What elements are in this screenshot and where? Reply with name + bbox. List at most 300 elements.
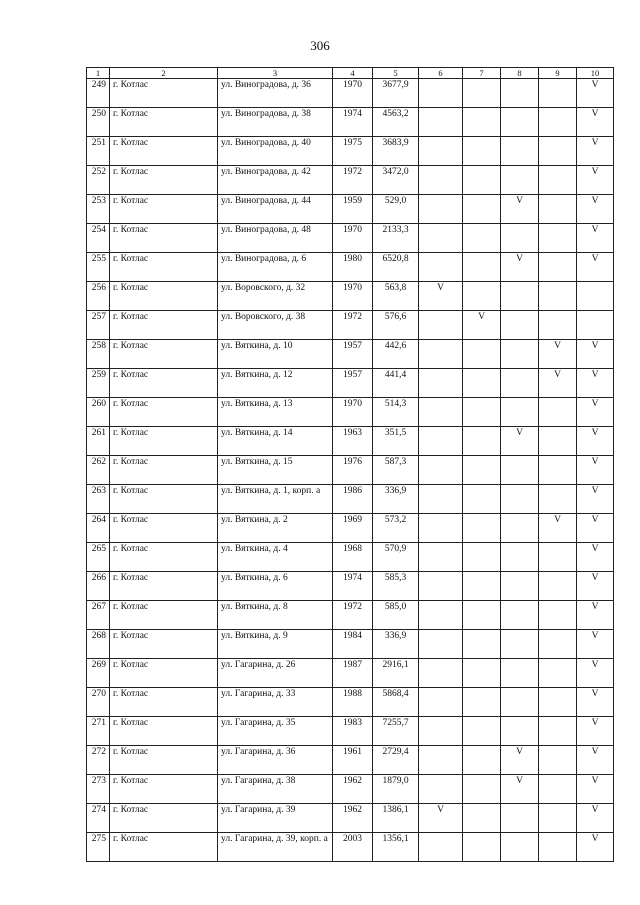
col6-mark xyxy=(419,369,463,398)
col6-mark xyxy=(419,833,463,862)
table-row xyxy=(87,340,614,369)
col7-mark xyxy=(463,195,501,224)
city-cell: г. Котлас xyxy=(110,311,218,340)
col8-mark xyxy=(501,340,539,369)
col7-mark xyxy=(463,543,501,572)
row-number: 274 xyxy=(87,804,110,833)
table-row xyxy=(87,166,614,195)
table-row xyxy=(87,398,614,427)
col8-mark xyxy=(501,137,539,166)
col6-mark xyxy=(419,340,463,369)
col6-mark xyxy=(419,514,463,543)
col10-mark: V xyxy=(577,224,614,253)
row-number: 268 xyxy=(87,630,110,659)
year-cell: 1980 xyxy=(333,253,373,282)
address-cell: ул. Вяткина, д. 4 xyxy=(218,543,333,572)
area-cell: 7255,7 xyxy=(373,717,419,746)
city-cell: г. Котлас xyxy=(110,543,218,572)
year-cell: 1984 xyxy=(333,630,373,659)
col10-mark: V xyxy=(577,108,614,137)
table-row xyxy=(87,79,614,108)
table-row xyxy=(87,804,614,833)
year-cell: 1974 xyxy=(333,108,373,137)
col7-mark xyxy=(463,166,501,195)
address-cell: ул. Виноградова, д. 6 xyxy=(218,253,333,282)
year-cell: 1974 xyxy=(333,572,373,601)
column-header: 3 xyxy=(218,68,333,79)
col6-mark xyxy=(419,398,463,427)
address-cell: ул. Гагарина, д. 33 xyxy=(218,688,333,717)
area-cell: 336,9 xyxy=(373,485,419,514)
table-row xyxy=(87,282,614,311)
col9-mark xyxy=(539,601,577,630)
row-number: 270 xyxy=(87,688,110,717)
address-cell: ул. Гагарина, д. 39, корп. а xyxy=(218,833,333,862)
city-cell: г. Котлас xyxy=(110,514,218,543)
col10-mark xyxy=(577,311,614,340)
col6-mark xyxy=(419,456,463,485)
row-number: 249 xyxy=(87,79,110,108)
row-number: 261 xyxy=(87,427,110,456)
area-cell: 570,9 xyxy=(373,543,419,572)
col8-mark: V xyxy=(501,775,539,804)
col10-mark: V xyxy=(577,572,614,601)
col9-mark xyxy=(539,108,577,137)
address-cell: ул. Гагарина, д. 26 xyxy=(218,659,333,688)
col10-mark: V xyxy=(577,166,614,195)
col9-mark xyxy=(539,282,577,311)
city-cell: г. Котлас xyxy=(110,630,218,659)
city-cell: г. Котлас xyxy=(110,601,218,630)
col7-mark xyxy=(463,659,501,688)
col8-mark xyxy=(501,833,539,862)
col10-mark: V xyxy=(577,514,614,543)
row-number: 256 xyxy=(87,282,110,311)
col8-mark xyxy=(501,717,539,746)
city-cell: г. Котлас xyxy=(110,833,218,862)
column-header: 2 xyxy=(110,68,218,79)
table-row xyxy=(87,688,614,717)
row-number: 275 xyxy=(87,833,110,862)
col6-mark xyxy=(419,543,463,572)
col10-mark xyxy=(577,282,614,311)
col9-mark xyxy=(539,79,577,108)
area-cell: 3472,0 xyxy=(373,166,419,195)
col6-mark xyxy=(419,659,463,688)
address-cell: ул. Виноградова, д. 36 xyxy=(218,79,333,108)
row-number: 250 xyxy=(87,108,110,137)
area-cell: 514,3 xyxy=(373,398,419,427)
row-number: 271 xyxy=(87,717,110,746)
col7-mark xyxy=(463,833,501,862)
row-number: 272 xyxy=(87,746,110,775)
col8-mark xyxy=(501,79,539,108)
address-cell: ул. Воровского, д. 38 xyxy=(218,311,333,340)
row-number: 251 xyxy=(87,137,110,166)
city-cell: г. Котлас xyxy=(110,485,218,514)
year-cell: 2003 xyxy=(333,833,373,862)
city-cell: г. Котлас xyxy=(110,108,218,137)
col7-mark xyxy=(463,340,501,369)
area-cell: 442,6 xyxy=(373,340,419,369)
year-cell: 1972 xyxy=(333,166,373,195)
col9-mark xyxy=(539,224,577,253)
col10-mark: V xyxy=(577,253,614,282)
col9-mark xyxy=(539,137,577,166)
col8-mark xyxy=(501,166,539,195)
col7-mark xyxy=(463,775,501,804)
col9-mark xyxy=(539,630,577,659)
col7-mark xyxy=(463,137,501,166)
col8-mark xyxy=(501,601,539,630)
address-cell: ул. Вяткина, д. 13 xyxy=(218,398,333,427)
city-cell: г. Котлас xyxy=(110,746,218,775)
col6-mark: V xyxy=(419,804,463,833)
col9-mark xyxy=(539,804,577,833)
col6-mark xyxy=(419,311,463,340)
col8-mark xyxy=(501,514,539,543)
table-row xyxy=(87,514,614,543)
col7-mark xyxy=(463,485,501,514)
address-cell: ул. Вяткина, д. 10 xyxy=(218,340,333,369)
col8-mark xyxy=(501,456,539,485)
col8-mark xyxy=(501,630,539,659)
city-cell: г. Котлас xyxy=(110,79,218,108)
column-header: 10 xyxy=(577,68,614,79)
col6-mark xyxy=(419,166,463,195)
year-cell: 1988 xyxy=(333,688,373,717)
address-cell: ул. Вяткина, д. 6 xyxy=(218,572,333,601)
year-cell: 1975 xyxy=(333,137,373,166)
col10-mark: V xyxy=(577,137,614,166)
table-row xyxy=(87,456,614,485)
col8-mark xyxy=(501,108,539,137)
city-cell: г. Котлас xyxy=(110,427,218,456)
col10-mark: V xyxy=(577,659,614,688)
col6-mark xyxy=(419,137,463,166)
col9-mark xyxy=(539,833,577,862)
row-number: 254 xyxy=(87,224,110,253)
table-row xyxy=(87,224,614,253)
table-row xyxy=(87,630,614,659)
row-number: 266 xyxy=(87,572,110,601)
area-cell: 6520,8 xyxy=(373,253,419,282)
year-cell: 1961 xyxy=(333,746,373,775)
area-cell: 351,5 xyxy=(373,427,419,456)
area-cell: 2729,4 xyxy=(373,746,419,775)
col7-mark xyxy=(463,398,501,427)
area-cell: 336,9 xyxy=(373,630,419,659)
year-cell: 1970 xyxy=(333,224,373,253)
col9-mark: V xyxy=(539,514,577,543)
area-cell: 587,3 xyxy=(373,456,419,485)
area-cell: 1356,1 xyxy=(373,833,419,862)
col10-mark: V xyxy=(577,543,614,572)
row-number: 260 xyxy=(87,398,110,427)
year-cell: 1986 xyxy=(333,485,373,514)
year-cell: 1968 xyxy=(333,543,373,572)
col8-mark: V xyxy=(501,195,539,224)
col8-mark: V xyxy=(501,253,539,282)
col9-mark xyxy=(539,543,577,572)
address-cell: ул. Виноградова, д. 48 xyxy=(218,224,333,253)
row-number: 269 xyxy=(87,659,110,688)
col9-mark xyxy=(539,398,577,427)
col10-mark: V xyxy=(577,485,614,514)
column-header: 9 xyxy=(539,68,577,79)
address-cell: ул. Гагарина, д. 39 xyxy=(218,804,333,833)
address-cell: ул. Гагарина, д. 36 xyxy=(218,746,333,775)
city-cell: г. Котлас xyxy=(110,282,218,311)
col6-mark: V xyxy=(419,282,463,311)
year-cell: 1970 xyxy=(333,398,373,427)
col10-mark: V xyxy=(577,456,614,485)
row-number: 263 xyxy=(87,485,110,514)
row-number: 255 xyxy=(87,253,110,282)
year-cell: 1957 xyxy=(333,369,373,398)
city-cell: г. Котлас xyxy=(110,775,218,804)
col9-mark xyxy=(539,688,577,717)
column-header: 6 xyxy=(419,68,463,79)
area-cell: 1386,1 xyxy=(373,804,419,833)
col9-mark xyxy=(539,166,577,195)
col7-mark xyxy=(463,79,501,108)
column-header: 7 xyxy=(463,68,501,79)
col10-mark: V xyxy=(577,427,614,456)
row-number: 273 xyxy=(87,775,110,804)
year-cell: 1983 xyxy=(333,717,373,746)
year-cell: 1962 xyxy=(333,804,373,833)
col7-mark xyxy=(463,224,501,253)
table-row xyxy=(87,311,614,340)
col9-mark xyxy=(539,659,577,688)
col8-mark xyxy=(501,224,539,253)
year-cell: 1970 xyxy=(333,282,373,311)
year-cell: 1959 xyxy=(333,195,373,224)
area-cell: 5868,4 xyxy=(373,688,419,717)
table-row xyxy=(87,543,614,572)
address-cell: ул. Вяткина, д. 14 xyxy=(218,427,333,456)
area-cell: 3683,9 xyxy=(373,137,419,166)
col9-mark xyxy=(539,311,577,340)
column-header: 1 xyxy=(87,68,110,79)
area-cell: 441,4 xyxy=(373,369,419,398)
col7-mark xyxy=(463,427,501,456)
col9-mark xyxy=(539,485,577,514)
table-row xyxy=(87,572,614,601)
col6-mark xyxy=(419,601,463,630)
table-row xyxy=(87,369,614,398)
col6-mark xyxy=(419,688,463,717)
col6-mark xyxy=(419,108,463,137)
address-cell: ул. Вяткина, д. 8 xyxy=(218,601,333,630)
col7-mark xyxy=(463,282,501,311)
year-cell: 1963 xyxy=(333,427,373,456)
col8-mark xyxy=(501,369,539,398)
col8-mark xyxy=(501,398,539,427)
col8-mark xyxy=(501,659,539,688)
col7-mark xyxy=(463,804,501,833)
address-cell: ул. Воровского, д. 32 xyxy=(218,282,333,311)
col6-mark xyxy=(419,224,463,253)
row-number: 262 xyxy=(87,456,110,485)
col6-mark xyxy=(419,717,463,746)
col6-mark xyxy=(419,253,463,282)
year-cell: 1970 xyxy=(333,79,373,108)
row-number: 258 xyxy=(87,340,110,369)
col7-mark xyxy=(463,572,501,601)
col8-mark: V xyxy=(501,746,539,775)
col10-mark: V xyxy=(577,340,614,369)
address-cell: ул. Гагарина, д. 35 xyxy=(218,717,333,746)
col8-mark xyxy=(501,282,539,311)
city-cell: г. Котлас xyxy=(110,804,218,833)
table-row xyxy=(87,195,614,224)
col6-mark xyxy=(419,630,463,659)
area-cell: 529,0 xyxy=(373,195,419,224)
city-cell: г. Котлас xyxy=(110,195,218,224)
col8-mark xyxy=(501,485,539,514)
col6-mark xyxy=(419,79,463,108)
city-cell: г. Котлас xyxy=(110,717,218,746)
row-number: 257 xyxy=(87,311,110,340)
address-cell: ул. Виноградова, д. 44 xyxy=(218,195,333,224)
city-cell: г. Котлас xyxy=(110,456,218,485)
col7-mark xyxy=(463,688,501,717)
address-cell: ул. Вяткина, д. 12 xyxy=(218,369,333,398)
row-number: 259 xyxy=(87,369,110,398)
table-row xyxy=(87,601,614,630)
year-cell: 1987 xyxy=(333,659,373,688)
city-cell: г. Котлас xyxy=(110,224,218,253)
col10-mark: V xyxy=(577,195,614,224)
col9-mark: V xyxy=(539,369,577,398)
col6-mark xyxy=(419,746,463,775)
year-cell: 1972 xyxy=(333,311,373,340)
col9-mark xyxy=(539,746,577,775)
area-cell: 3677,9 xyxy=(373,79,419,108)
address-cell: ул. Вяткина, д. 1, корп. а xyxy=(218,485,333,514)
address-cell: ул. Гагарина, д. 38 xyxy=(218,775,333,804)
table-row xyxy=(87,253,614,282)
year-cell: 1962 xyxy=(333,775,373,804)
city-cell: г. Котлас xyxy=(110,688,218,717)
address-cell: ул. Вяткина, д. 9 xyxy=(218,630,333,659)
city-cell: г. Котлас xyxy=(110,166,218,195)
col9-mark xyxy=(539,456,577,485)
year-cell: 1969 xyxy=(333,514,373,543)
table-row xyxy=(87,833,614,862)
col7-mark xyxy=(463,369,501,398)
area-cell: 2916,1 xyxy=(373,659,419,688)
address-cell: ул. Вяткина, д. 2 xyxy=(218,514,333,543)
area-cell: 585,3 xyxy=(373,572,419,601)
col9-mark xyxy=(539,195,577,224)
col6-mark xyxy=(419,427,463,456)
col7-mark xyxy=(463,108,501,137)
col9-mark xyxy=(539,717,577,746)
col7-mark xyxy=(463,456,501,485)
city-cell: г. Котлас xyxy=(110,572,218,601)
year-cell: 1957 xyxy=(333,340,373,369)
table-row xyxy=(87,775,614,804)
table-row xyxy=(87,108,614,137)
table-row xyxy=(87,659,614,688)
col8-mark: V xyxy=(501,427,539,456)
col6-mark xyxy=(419,775,463,804)
col9-mark xyxy=(539,775,577,804)
col10-mark: V xyxy=(577,833,614,862)
col9-mark xyxy=(539,253,577,282)
table-row xyxy=(87,717,614,746)
col10-mark: V xyxy=(577,601,614,630)
year-cell: 1976 xyxy=(333,456,373,485)
table-row xyxy=(87,427,614,456)
city-cell: г. Котлас xyxy=(110,137,218,166)
column-header: 5 xyxy=(373,68,419,79)
col9-mark xyxy=(539,427,577,456)
city-cell: г. Котлас xyxy=(110,659,218,688)
col8-mark xyxy=(501,688,539,717)
header-row xyxy=(87,68,614,79)
area-cell: 4563,2 xyxy=(373,108,419,137)
buildings-table xyxy=(86,67,614,862)
col10-mark: V xyxy=(577,398,614,427)
col10-mark: V xyxy=(577,746,614,775)
col9-mark: V xyxy=(539,340,577,369)
area-cell: 563,8 xyxy=(373,282,419,311)
city-cell: г. Котлас xyxy=(110,398,218,427)
col6-mark xyxy=(419,195,463,224)
area-cell: 585,0 xyxy=(373,601,419,630)
col10-mark: V xyxy=(577,804,614,833)
column-header: 4 xyxy=(333,68,373,79)
address-cell: ул. Виноградова, д. 42 xyxy=(218,166,333,195)
row-number: 267 xyxy=(87,601,110,630)
address-cell: ул. Вяткина, д. 15 xyxy=(218,456,333,485)
col10-mark: V xyxy=(577,688,614,717)
col8-mark xyxy=(501,543,539,572)
col7-mark xyxy=(463,601,501,630)
col10-mark: V xyxy=(577,717,614,746)
col7-mark xyxy=(463,746,501,775)
table-row xyxy=(87,746,614,775)
row-number: 252 xyxy=(87,166,110,195)
col6-mark xyxy=(419,572,463,601)
table-row xyxy=(87,485,614,514)
year-cell: 1972 xyxy=(333,601,373,630)
col7-mark: V xyxy=(463,311,501,340)
area-cell: 576,6 xyxy=(373,311,419,340)
col7-mark xyxy=(463,717,501,746)
col6-mark xyxy=(419,485,463,514)
address-cell: ул. Виноградова, д. 38 xyxy=(218,108,333,137)
table-row xyxy=(87,137,614,166)
row-number: 253 xyxy=(87,195,110,224)
row-number: 264 xyxy=(87,514,110,543)
col9-mark xyxy=(539,572,577,601)
col10-mark: V xyxy=(577,369,614,398)
page-number: 306 xyxy=(310,38,330,53)
column-header: 8 xyxy=(501,68,539,79)
address-cell: ул. Виноградова, д. 40 xyxy=(218,137,333,166)
col8-mark xyxy=(501,311,539,340)
col7-mark xyxy=(463,514,501,543)
col7-mark xyxy=(463,630,501,659)
city-cell: г. Котлас xyxy=(110,253,218,282)
col8-mark xyxy=(501,572,539,601)
col7-mark xyxy=(463,253,501,282)
